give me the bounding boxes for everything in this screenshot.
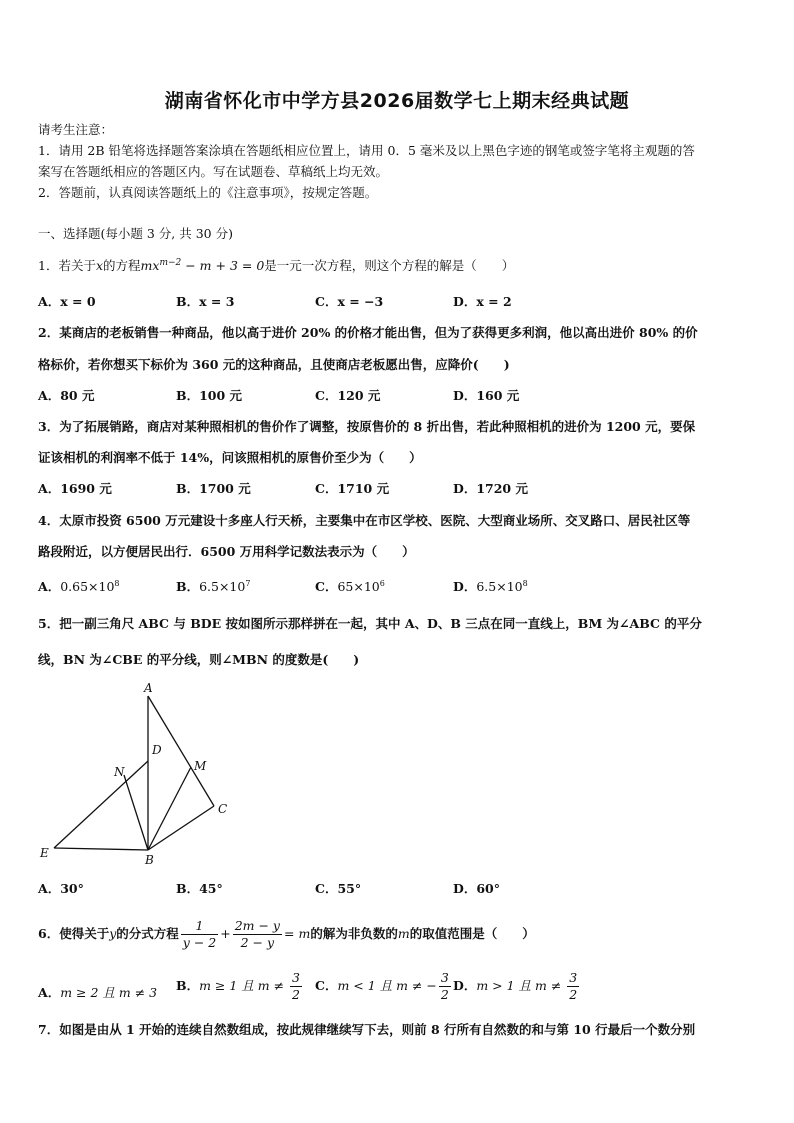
q4-option-b-mant: 6.5×10 (199, 579, 246, 594)
q4-option-a-label: A． (38, 579, 61, 594)
q4-option-c-label: C． (315, 579, 338, 594)
notice-item-1: 1．请用 2B 铅笔将选择题答案涂填在答题纸相应位置上，请用 0．5 毫米及以上黑色字迹的钢笔或签字笔将主观题的答 (38, 143, 695, 158)
q3-option-c[interactable]: C．1710 元 (315, 481, 390, 496)
q6-post-b: 的取值范围是（ ） (409, 926, 535, 941)
q1-var: x (95, 258, 104, 273)
q5-option-d[interactable]: D．60° (453, 881, 500, 896)
q6-option-d[interactable] (453, 970, 581, 1003)
q4-option-a-exp: 8 (114, 578, 120, 588)
q6-option-b[interactable] (176, 970, 304, 1003)
q6-pre: 6．使得关于 (38, 926, 110, 941)
segment-eb (54, 848, 148, 850)
q4-option-d-exp: 8 (522, 578, 528, 588)
q2-line-1: 2．某商店的老板销售一种商品，他以高于进价 20% 的价格才能出售，但为了获得更多利润，他以高出进价 80% 的价 (38, 325, 698, 340)
q6-option-b-label: B． (176, 978, 200, 993)
q4-option-c-mant: 65×10 (337, 579, 380, 594)
label-a: A (144, 681, 153, 695)
q1-eq-b: − m + 3 = 0 (181, 258, 265, 273)
label-n: N (114, 765, 125, 779)
q4-option-a-mant: 0.65×10 (60, 579, 115, 594)
question-1 (38, 256, 514, 274)
q6-option-d-frac (567, 970, 579, 1003)
q1-option-b[interactable]: B．x = 3 (176, 294, 235, 309)
q6-option-d-label: D． (453, 978, 477, 993)
q6-option-c-den: 2 (440, 987, 449, 1002)
q1-mid: 的方程 (103, 258, 141, 273)
q6-option-d-num: 3 (569, 970, 578, 985)
triangle-figure (38, 678, 248, 868)
q6-option-c-text: m < 1 且 m ≠ − (337, 978, 437, 993)
q1-eq-exp: m−2 (159, 257, 182, 268)
q4-option-b-label: B． (176, 579, 200, 594)
q4-option-d[interactable] (453, 577, 528, 595)
q3-line-1: 3．为了拓展销路，商店对某种照相机的售价作了调整，按原售价的 8 折出售，若此种照相机的进价为 1200 元，要保 (38, 419, 696, 434)
q6-f2-den: 2 − y (240, 935, 275, 950)
label-b: B (145, 853, 154, 867)
q3-option-a[interactable]: A．1690 元 (38, 481, 112, 496)
q6-mid: 的分式方程 (116, 926, 179, 941)
q3-option-d[interactable]: D．1720 元 (453, 481, 528, 496)
q4-line-2: 路段附近，以方便居民出行．6500 万用科学记数法表示为（ ） (38, 544, 415, 559)
q2-option-d[interactable]: D．160 元 (453, 388, 520, 403)
segment-nb (124, 775, 148, 850)
q7-line-1: 7．如图是由从 1 开始的连续自然数组成，按此规律继续写下去，则前 8 行所有自然数的和与第 10 行最后一个数分别 (38, 1022, 696, 1037)
q1-option-d[interactable]: D．x = 2 (453, 294, 512, 309)
q4-option-c[interactable] (315, 577, 385, 595)
q6-option-a-label: A． (38, 985, 61, 1000)
q6-option-c-label: C． (315, 978, 338, 993)
q1-option-c[interactable]: C．x = −3 (315, 294, 384, 309)
q6-f1-den: y − 2 (182, 935, 217, 950)
q6-var2: m (397, 926, 410, 941)
q5-line-1: 5．把一副三角尺 ABC 与 BDE 按如图所示那样拼在一起，其中 A、D、B 三点在同一直线上，BM 为∠ABC 的平分 (38, 616, 702, 631)
q4-option-a[interactable] (38, 577, 120, 595)
notice-item-1-cont: 案写在答题纸相应的答题区内。写在试题卷、草稿纸上均无效。 (38, 164, 389, 179)
q4-option-c-exp: 6 (379, 578, 385, 588)
q3-line-2: 证该相机的利润率不低于 14%，问该照相机的原售价至少为（ ） (38, 450, 422, 465)
segment-mb (148, 767, 191, 850)
notice-header: 请考生注意： (38, 122, 114, 137)
q6-option-a[interactable] (38, 983, 157, 1001)
segment-cb (148, 806, 214, 850)
label-e: E (40, 846, 49, 860)
q4-option-b-exp: 7 (245, 578, 251, 588)
q6-option-b-text: m ≥ 1 且 m ≠ (199, 978, 289, 993)
q6-post-a: 的解为非负数的 (310, 926, 398, 941)
label-c: C (218, 802, 228, 816)
q1-eq-a: mx (140, 258, 160, 273)
label-m: M (194, 759, 207, 773)
q5-option-b[interactable]: B．45° (176, 881, 223, 896)
q2-line-2: 格标价，若你想买下标价为 360 元的这种商品，且使商店老板愿出售，应降价( ) (38, 357, 510, 372)
q6-option-c-frac (439, 970, 451, 1003)
q6-option-d-text: m > 1 且 m ≠ (476, 978, 566, 993)
q3-option-b[interactable]: B．1700 元 (176, 481, 251, 496)
q6-fraction-2 (233, 918, 282, 951)
q6-f1-num: 1 (181, 918, 218, 935)
q6-fraction-1 (181, 918, 218, 951)
q6-option-d-den: 2 (569, 987, 578, 1002)
q4-option-b[interactable] (176, 577, 250, 595)
q6-option-a-text: m ≥ 2 且 m ≠ 3 (60, 985, 158, 1000)
q4-option-d-label: D． (453, 579, 477, 594)
q6-option-c-num: 3 (440, 970, 449, 985)
q6-option-b-num: 3 (292, 970, 300, 985)
q6-var: y (109, 926, 117, 941)
q6-option-b-den: 2 (292, 987, 300, 1002)
q5-option-c[interactable]: C．55° (315, 881, 362, 896)
q1-pre: 1．若关于 (38, 258, 96, 273)
section-heading: 一、选择题(每小题 3 分, 共 30 分) (38, 226, 233, 241)
label-d: D (152, 743, 162, 757)
q2-option-b[interactable]: B．100 元 (176, 388, 243, 403)
page-title: 湖南省怀化市中学方县2026届数学七上期末经典试题 (164, 90, 630, 112)
notice-item-2: 2．答题前，认真阅读答题纸上的《注意事项》，按规定答题。 (38, 185, 378, 200)
question-6: 6．使得关于y的分式方程 $\frac{1}{y - 2}$ + $\frac{2m - y}{2 - y}$ = m的解为非负数的m的取值范围是（ ） (38, 918, 535, 950)
q4-option-d-mant: 6.5×10 (476, 579, 523, 594)
q5-line-2: 线，BN 为∠CBE 的平分线，则∠MBN 的度数是( ) (38, 652, 360, 667)
q4-line-1: 4．太原市投资 6500 万元建设十多座人行天桥，主要集中在市区学校、医院、大型商业场所、交叉路口、居民社区等 (38, 513, 691, 528)
q1-post: 是一元一次方程，则这个方程的解是（ ） (264, 258, 515, 273)
q6-option-b-frac (290, 970, 302, 1003)
q6-eq-tail: = m (284, 926, 311, 941)
q6-option-c[interactable] (315, 970, 453, 1003)
q2-option-c[interactable]: C．120 元 (315, 388, 381, 403)
q1-option-a[interactable]: A．x = 0 (38, 294, 96, 309)
q2-option-a[interactable]: A．80 元 (38, 388, 95, 403)
q6-f2-num: 2m − y (234, 918, 280, 933)
q5-option-a[interactable]: A．30° (38, 881, 84, 896)
